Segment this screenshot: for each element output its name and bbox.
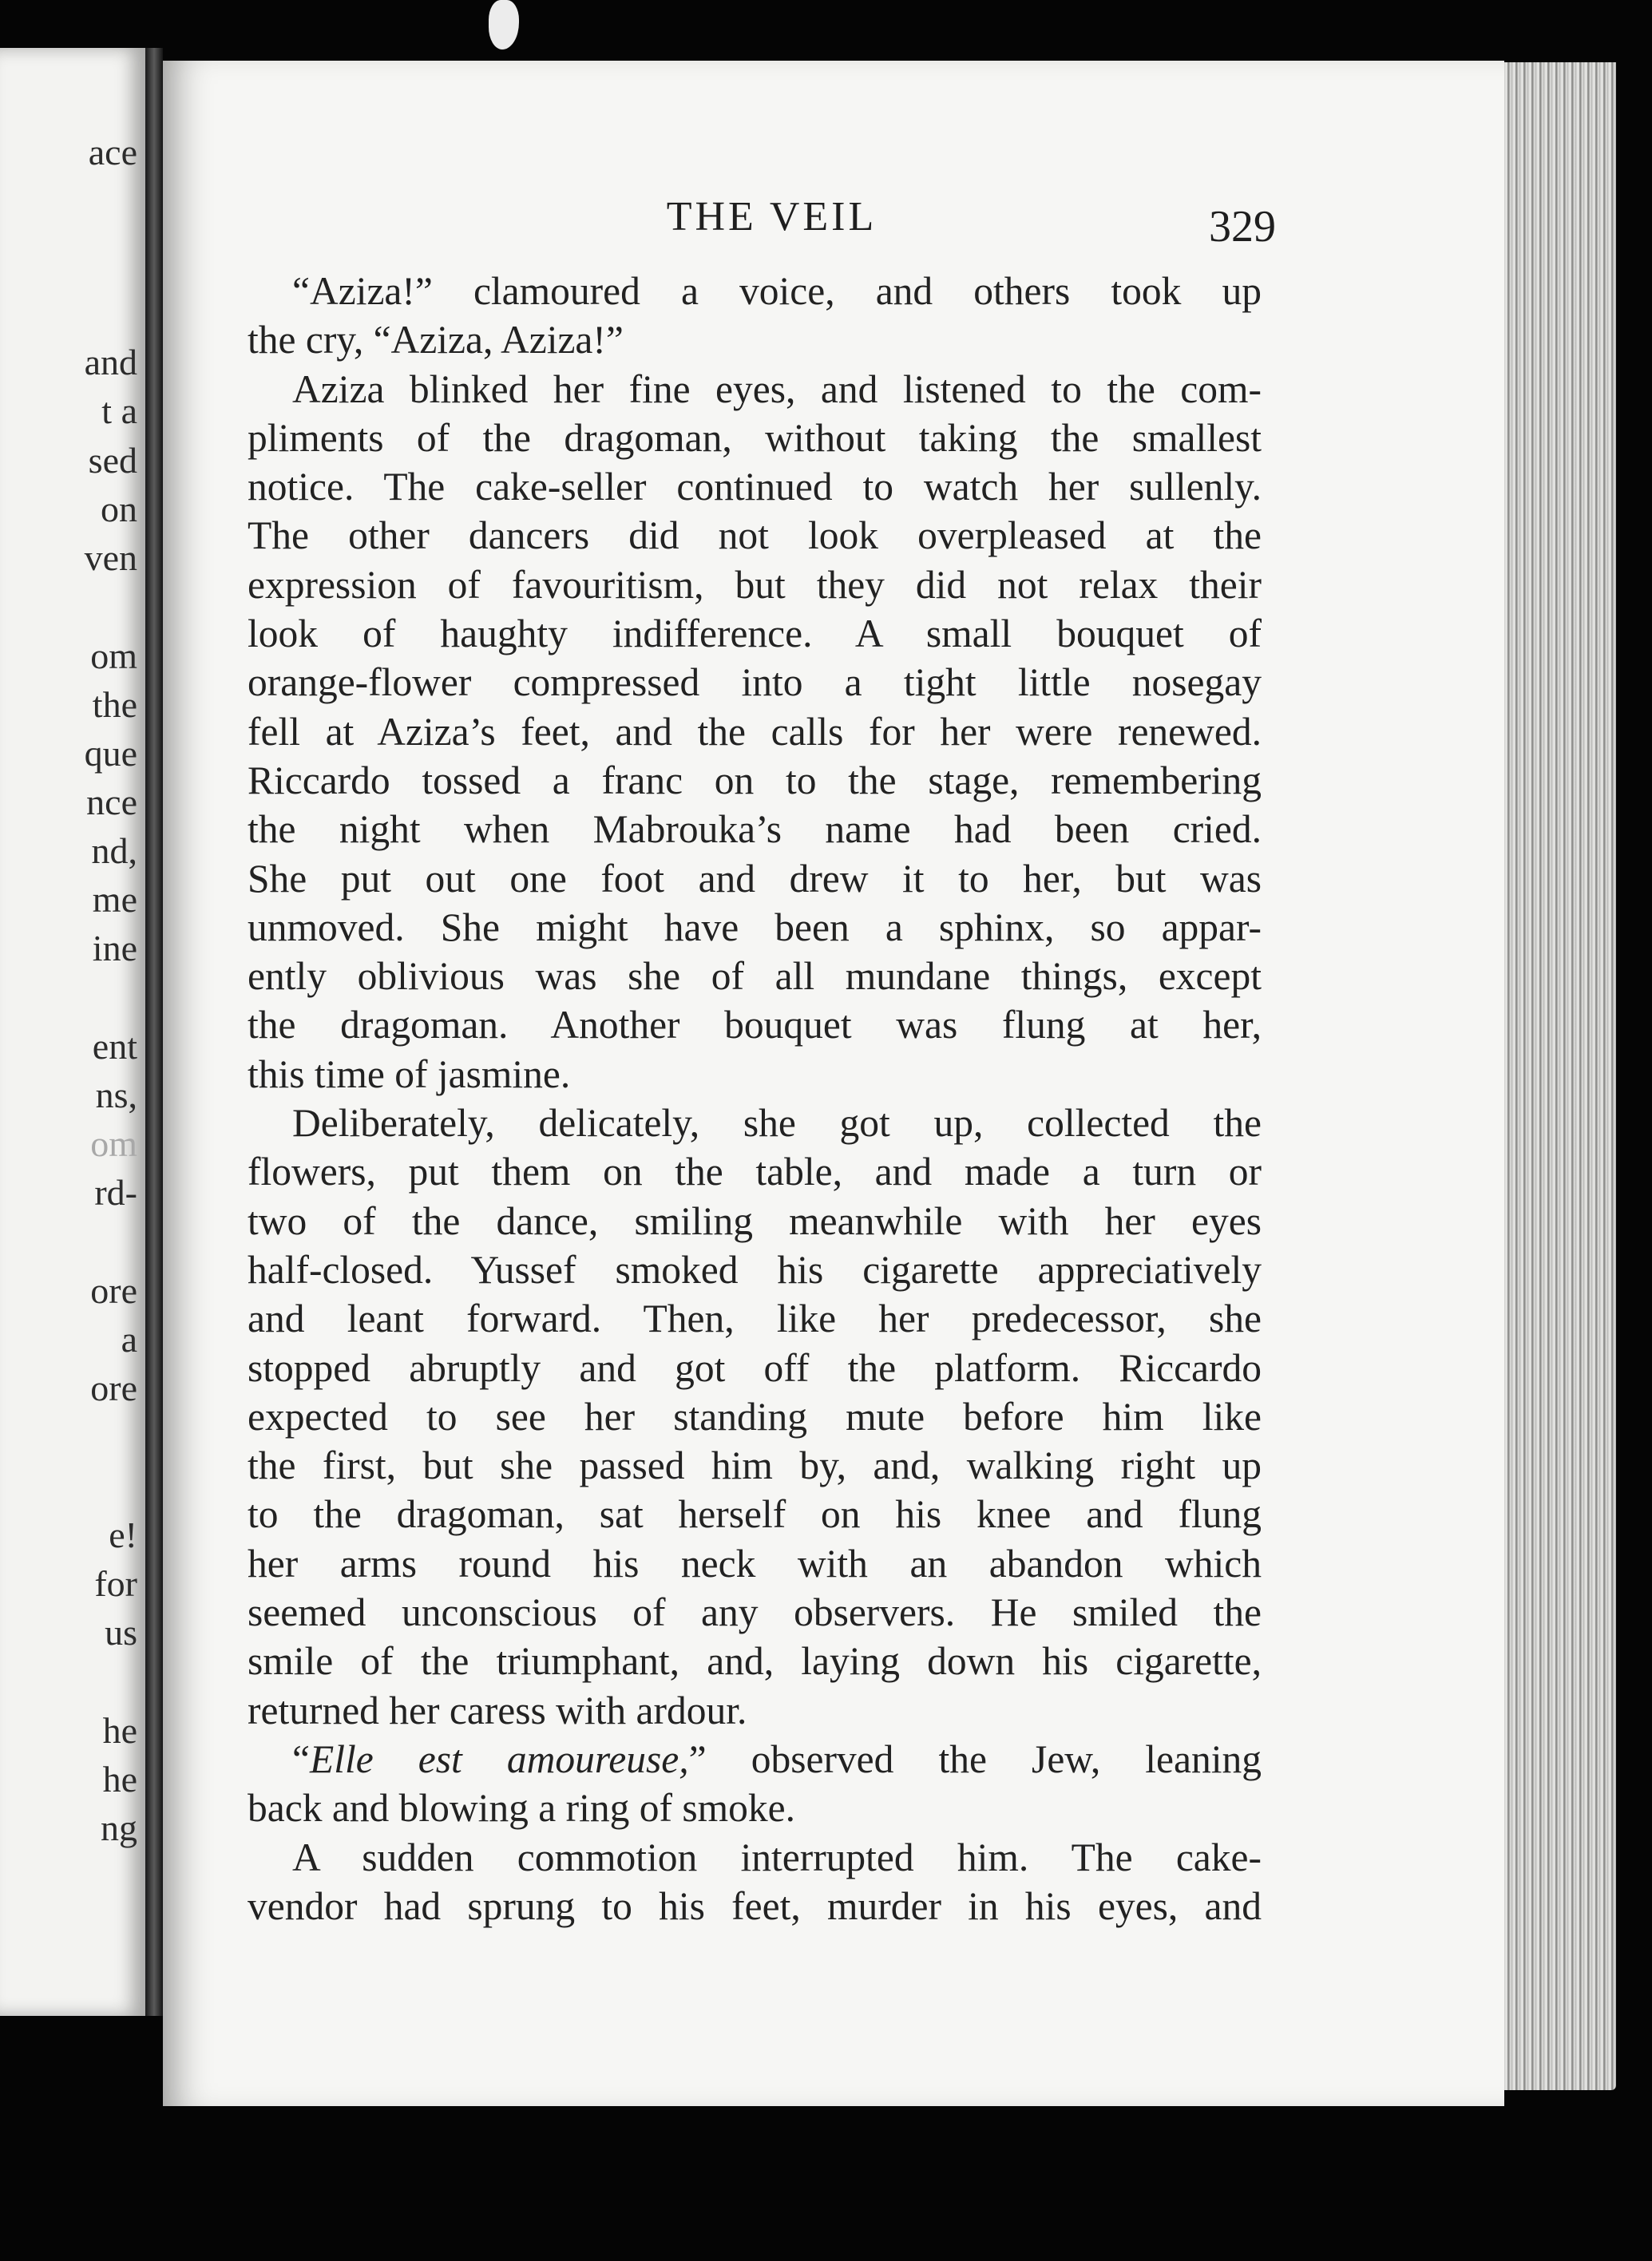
text-line: pliments of the dragoman, without taking the smallest [248, 415, 1262, 460]
left-page-fragment: om [90, 1123, 137, 1164]
text-line: stopped abruptly and got off the platform. Riccardo [248, 1345, 1262, 1390]
left-page-fragment: rd- [94, 1172, 137, 1213]
left-page-fragment: nd, [91, 830, 137, 871]
right-page [163, 61, 1504, 2106]
running-head: THE VEIL [666, 194, 878, 240]
text-line: the first, but she passed him by, and, walking right up [248, 1443, 1262, 1488]
text-line: the dragoman. Another bouquet was flung at her, [248, 1003, 1262, 1047]
text-line: Aziza blinked her fine eyes, and listened to the com- [292, 366, 1262, 411]
text-line: unmoved. She might have been a sphinx, so appar- [248, 905, 1262, 949]
left-page-fragment: for [94, 1563, 137, 1604]
body-text [248, 267, 1262, 1930]
left-page-fragment: ven [84, 537, 137, 578]
left-page-fragment: ore [90, 1270, 137, 1311]
text-line: look of haughty indifference. A small bouquet of [248, 612, 1262, 656]
left-page-fragment: ent [92, 1026, 137, 1067]
text-line: Deliberately, delicately, she got up, collected the [292, 1101, 1262, 1146]
left-page-fragment: t a [101, 390, 137, 431]
left-page-fragment: que [84, 733, 137, 774]
text-line: to the dragoman, sat herself on his knee and flung [248, 1492, 1262, 1537]
left-page-fragment: us [105, 1612, 137, 1653]
left-page-edge [0, 48, 145, 2016]
left-page-fragment: ns, [95, 1075, 137, 1115]
text-line: and leant forward. Then, like her predecessor, she [248, 1297, 1262, 1341]
left-page-fragment: sed [88, 440, 137, 481]
scan-smudge [489, 0, 519, 49]
text-line: “Elle est amoureuse,” observed the Jew, leaning [292, 1736, 1262, 1781]
text-line: Riccardo tossed a franc on to the stage, remembering [248, 758, 1262, 802]
page-number: 329 [1209, 202, 1276, 251]
text-line: “Aziza!” clamoured a voice, and others took up [292, 269, 1262, 313]
text-line: back and blowing a ring of smoke. [248, 1786, 795, 1831]
page-edges [1504, 62, 1616, 2090]
text-line: returned her caress with ardour. [248, 1688, 747, 1732]
left-page-fragment: om [90, 636, 137, 676]
left-page-fragment: ace [88, 132, 137, 172]
left-page-fragment: on [101, 489, 137, 529]
left-page-fragment: nce [86, 782, 137, 822]
text-line: fell at Aziza’s feet, and the calls for her were renewed. [248, 709, 1262, 754]
book-gutter [145, 48, 163, 2016]
left-page-fragment: the [92, 684, 137, 725]
text-line: two of the dance, smiling meanwhile with her eyes [248, 1198, 1262, 1243]
text-line: ently oblivious was she of all mundane things, except [248, 954, 1262, 999]
left-page-fragment: a [121, 1319, 137, 1360]
text-line: vendor had sprung to his feet, murder in his eyes, and [248, 1883, 1262, 1928]
text-line: notice. The cake-seller continued to watch her sullenly. [248, 465, 1262, 509]
left-page-fragment: he [102, 1710, 137, 1751]
left-page-fragment: ng [101, 1808, 137, 1848]
text-line: smile of the triumphant, and, laying down his cigarette, [248, 1639, 1262, 1684]
left-page-fragment: e! [109, 1515, 137, 1555]
text-line: expected to see her standing mute before him like [248, 1394, 1262, 1439]
left-page-fragment: ore [90, 1368, 137, 1408]
text-line: A sudden commotion interrupted him. The cake- [292, 1835, 1262, 1879]
text-line: her arms round his neck with an abandon which [248, 1541, 1262, 1586]
left-page-fragment: me [92, 879, 137, 920]
text-line: the cry, “Aziza, Aziza!” [248, 318, 624, 362]
text-line: expression of favouritism, but they did not relax their [248, 562, 1262, 607]
text-line: She put out one foot and drew it to her, but was [248, 856, 1262, 901]
text-line: half-closed. Yussef smoked his cigarette appreciatively [248, 1247, 1262, 1292]
text-line: orange-flower compressed into a tight little nosegay [248, 660, 1262, 705]
text-line: flowers, put them on the table, and made a turn or [248, 1150, 1262, 1194]
left-page-fragment: he [102, 1759, 137, 1800]
text-line: this time of jasmine. [248, 1051, 571, 1096]
text-line: The other dancers did not look overpleased at the [248, 513, 1262, 558]
left-page-fragment: and [84, 342, 137, 382]
left-page-fragment: ine [92, 928, 137, 968]
text-line: seemed unconscious of any observers. He smiled the [248, 1590, 1262, 1635]
text-line: the night when Mabrouka’s name had been cried. [248, 807, 1262, 852]
